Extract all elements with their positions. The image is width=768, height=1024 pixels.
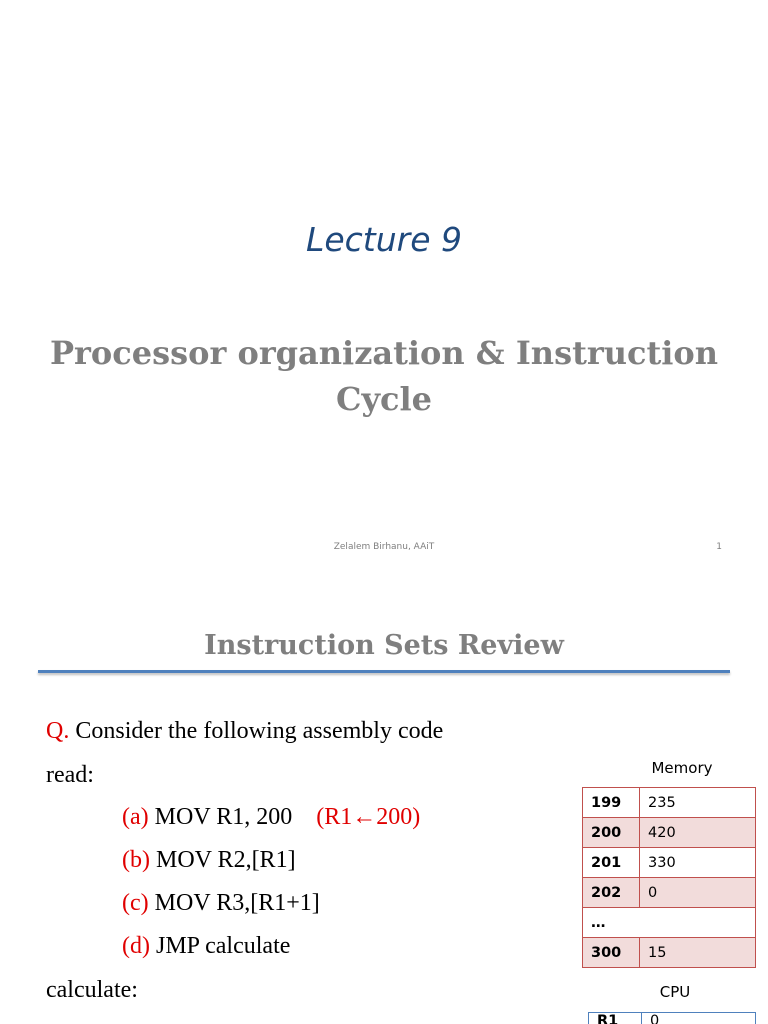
section-title: Instruction Sets Review xyxy=(204,630,564,661)
cpu-register: R1 xyxy=(589,1013,642,1024)
memory-row xyxy=(583,788,756,818)
question-line-2: read: xyxy=(46,762,94,788)
footer-author: Zelalem Birhanu, AAiT xyxy=(333,542,435,552)
memory-value: 0 xyxy=(640,878,756,908)
slide-2 xyxy=(0,576,768,1024)
memory-value: 235 xyxy=(640,788,756,818)
memory-row xyxy=(583,938,756,968)
code-text: JMP calculate xyxy=(149,933,291,959)
memory-caption: Memory xyxy=(651,759,713,777)
lecture-title: Lecture 9 xyxy=(305,220,463,259)
code-label: (c) xyxy=(122,890,149,916)
code-line-a xyxy=(122,804,420,831)
code-text: MOV R1, 200 xyxy=(148,804,293,830)
memory-value: 420 xyxy=(640,818,756,848)
code-text: MOV R3,[R1+1] xyxy=(148,890,320,916)
code-label: (d) xyxy=(122,933,150,959)
question-line xyxy=(46,718,443,745)
memory-address: 300 xyxy=(583,938,640,968)
code-label: (b) xyxy=(122,847,150,873)
memory-address: 202 xyxy=(583,878,640,908)
memory-table xyxy=(582,787,756,968)
memory-ellipsis: … xyxy=(583,908,756,938)
code-line-b xyxy=(122,847,296,874)
cpu-caption: CPU xyxy=(659,983,691,1001)
calculate-label: calculate: xyxy=(46,977,138,1003)
question-text: Consider the following assembly code xyxy=(69,718,444,744)
memory-value: 330 xyxy=(640,848,756,878)
title-divider xyxy=(38,670,730,673)
cpu-row xyxy=(589,1013,756,1024)
memory-value: 15 xyxy=(640,938,756,968)
slide-title: Processor organization & Instruction Cycle xyxy=(49,334,719,418)
cpu-table xyxy=(588,1012,756,1024)
code-note: (R1←200) xyxy=(316,804,421,830)
memory-address: 199 xyxy=(583,788,640,818)
cpu-value: 0 xyxy=(642,1013,756,1024)
memory-address: 200 xyxy=(583,818,640,848)
memory-row xyxy=(583,878,756,908)
memory-row xyxy=(583,818,756,848)
memory-address: 201 xyxy=(583,848,640,878)
code-line-d xyxy=(122,933,290,960)
code-label: (a) xyxy=(122,804,149,830)
page-number: 1 xyxy=(716,542,722,552)
memory-row xyxy=(583,908,756,938)
code-text: MOV R2,[R1] xyxy=(149,847,296,873)
code-line-c xyxy=(122,890,320,917)
question-marker: Q. xyxy=(46,718,70,744)
memory-row xyxy=(583,848,756,878)
